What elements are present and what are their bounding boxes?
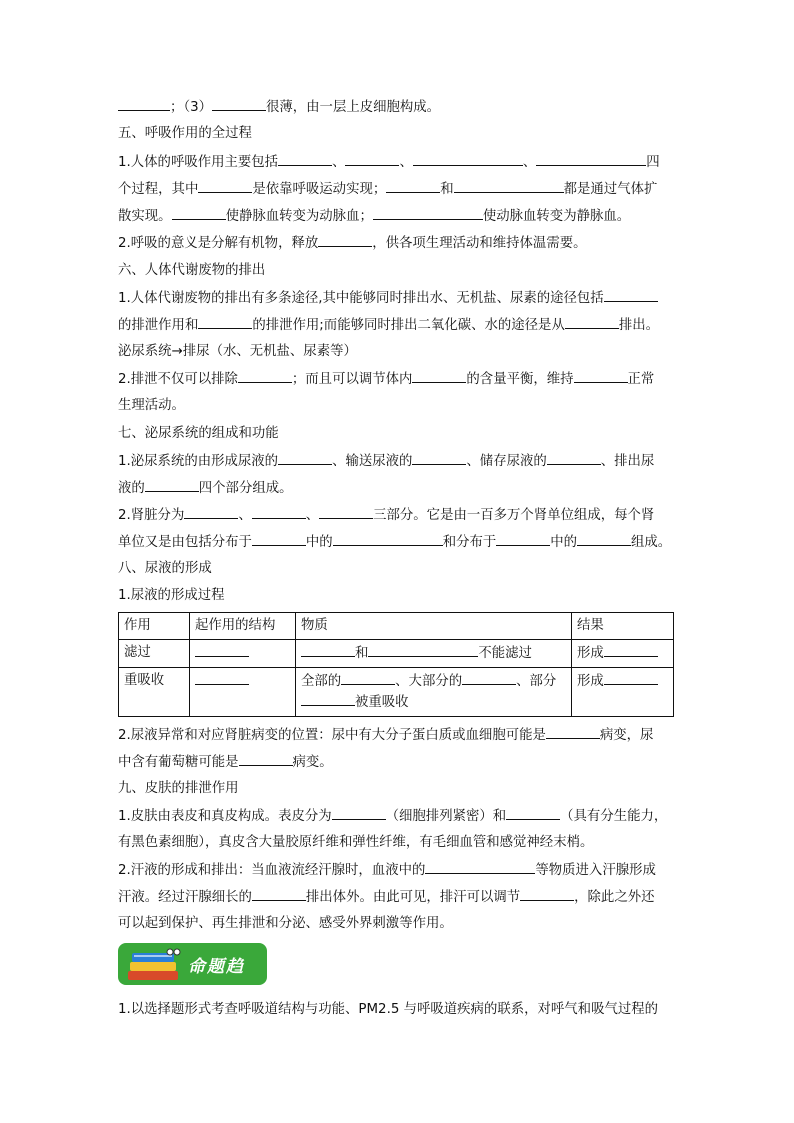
fill-blank[interactable] bbox=[212, 97, 266, 111]
text: 的排泄作用;而能够同时排出二氧化碳、水的途径是从 bbox=[252, 318, 565, 333]
text: 、排出尿 bbox=[600, 454, 655, 469]
text: 和 bbox=[355, 646, 369, 661]
text: 汗液。经过汗腺细长的 bbox=[118, 890, 252, 905]
fill-blank[interactable] bbox=[198, 179, 252, 193]
fill-blank[interactable] bbox=[118, 97, 170, 111]
text: 和 bbox=[440, 182, 454, 197]
text-line: 1.尿液的形成过程 bbox=[118, 588, 225, 603]
text-line: 有黑色素细胞），真皮含大量胶原纤维和弹性纤维，有毛细血管和感觉神经末梢。 bbox=[118, 835, 594, 850]
fill-blank[interactable] bbox=[368, 643, 478, 657]
table-header-cell: 结果 bbox=[572, 613, 674, 640]
table-cell bbox=[190, 640, 296, 668]
text-line bbox=[118, 887, 655, 908]
text: 三部分。它是由一百多万个肾单位组成，每个肾 bbox=[373, 508, 655, 523]
text: 被重吸收 bbox=[355, 695, 409, 710]
text: 使静脉血转变为动脉血； bbox=[225, 209, 373, 224]
text: 、 bbox=[305, 508, 320, 523]
fill-blank[interactable] bbox=[565, 315, 619, 329]
text: ；而且可以调节体内 bbox=[291, 372, 413, 387]
text-line: 1.以选择题形式考查呼吸道结构与功能、PM2.5 与呼吸道疾病的联系，对呼气和吸气过程的 bbox=[118, 1002, 659, 1017]
text: 排出体外。由此可见，排汗可以调节 bbox=[305, 890, 521, 905]
fill-blank[interactable] bbox=[252, 505, 306, 519]
fill-blank[interactable] bbox=[252, 887, 306, 901]
text: 1.人体代谢废物的排出有多条途径,其中能够同时排出水、无机盐、尿素的途径包括 bbox=[118, 291, 604, 306]
fill-blank[interactable] bbox=[198, 315, 252, 329]
fill-blank[interactable] bbox=[547, 451, 601, 465]
text: 、大部分的 bbox=[395, 674, 463, 689]
fill-blank[interactable] bbox=[195, 643, 249, 657]
text: 散实现。 bbox=[118, 209, 172, 224]
text-line bbox=[118, 152, 660, 173]
fill-blank[interactable] bbox=[577, 532, 631, 546]
text: 的排泄作用和 bbox=[118, 318, 199, 333]
table-cell bbox=[572, 668, 674, 717]
text-line bbox=[118, 505, 654, 526]
section-heading: 六、人体代谢废物的排出 bbox=[118, 263, 266, 278]
text: 全部的 bbox=[301, 674, 342, 689]
text: 使动脉血转变为静脉血。 bbox=[482, 209, 631, 224]
fill-blank[interactable] bbox=[506, 806, 560, 820]
fill-blank[interactable] bbox=[333, 532, 443, 546]
fill-blank[interactable] bbox=[425, 860, 535, 874]
text: 四 bbox=[646, 155, 660, 170]
table-cell bbox=[296, 668, 572, 717]
text-line bbox=[118, 369, 654, 390]
section-heading: 五、呼吸作用的全过程 bbox=[118, 126, 252, 141]
text: 病变。 bbox=[292, 755, 333, 770]
text-line: 泌尿系统→排尿（水、无机盐、尿素等） bbox=[118, 344, 357, 359]
text-line bbox=[118, 451, 654, 472]
table-row bbox=[119, 640, 674, 668]
text-line bbox=[118, 179, 657, 200]
section-heading: 八、尿液的形成 bbox=[118, 561, 212, 576]
fill-blank[interactable] bbox=[520, 887, 574, 901]
text-line bbox=[118, 860, 656, 881]
text-line bbox=[118, 806, 667, 827]
text-line bbox=[118, 97, 440, 118]
table-cell: 重吸收 bbox=[119, 668, 190, 717]
section-heading: 七、泌尿系统的组成和功能 bbox=[118, 426, 279, 441]
fill-blank[interactable] bbox=[496, 532, 550, 546]
text: （细胞排列紧密）和 bbox=[385, 809, 507, 824]
fill-blank[interactable] bbox=[604, 288, 658, 302]
text-line bbox=[118, 478, 293, 499]
text: 、储存尿液的 bbox=[466, 454, 547, 469]
fill-blank[interactable] bbox=[373, 206, 483, 220]
fill-blank[interactable] bbox=[341, 671, 395, 685]
text: 、部分 bbox=[516, 674, 557, 689]
fill-blank[interactable] bbox=[412, 369, 466, 383]
table-header-cell: 起作用的结构 bbox=[190, 613, 296, 640]
fill-blank[interactable] bbox=[412, 451, 466, 465]
fill-blank[interactable] bbox=[319, 505, 373, 519]
fill-blank[interactable] bbox=[252, 532, 306, 546]
text: 是依靠呼吸运动实现； bbox=[252, 182, 387, 197]
text-line bbox=[118, 288, 658, 309]
text: 等物质进入汗腺形成 bbox=[535, 863, 656, 878]
text-line bbox=[118, 206, 630, 227]
text: 2.尿液异常和对应肾脏病变的位置：尿中有大分子蛋白质或血细胞可能是 bbox=[118, 728, 546, 743]
text: 中的 bbox=[305, 535, 333, 550]
table-header-cell: 物质 bbox=[296, 613, 572, 640]
text: 都是通过气体扩 bbox=[563, 182, 658, 197]
fill-blank[interactable] bbox=[172, 206, 226, 220]
fill-blank[interactable] bbox=[301, 643, 355, 657]
fill-blank[interactable] bbox=[278, 451, 332, 465]
text-line bbox=[118, 233, 587, 254]
table-header-cell: 作用 bbox=[119, 613, 190, 640]
table-cell bbox=[296, 640, 572, 668]
text: 单位又是由包括分布于 bbox=[118, 535, 252, 550]
section-heading: 九、皮肤的排泄作用 bbox=[118, 781, 239, 796]
text: 形成 bbox=[577, 674, 604, 689]
text: ，除此之外还 bbox=[574, 890, 655, 905]
fill-blank[interactable] bbox=[462, 671, 516, 685]
text: 2.汗液的形成和排出：当血液流经汗腺时，血液中的 bbox=[118, 863, 426, 878]
proposition-trend-badge bbox=[118, 943, 267, 985]
fill-blank[interactable] bbox=[318, 233, 372, 247]
text: 1.人体的呼吸作用主要包括 bbox=[118, 155, 279, 170]
fill-blank[interactable] bbox=[195, 671, 249, 685]
text-line bbox=[118, 315, 659, 336]
fill-blank[interactable] bbox=[278, 152, 332, 166]
text: 形成 bbox=[577, 646, 604, 661]
fill-blank[interactable] bbox=[345, 152, 399, 166]
text: 不能滤过 bbox=[478, 646, 532, 661]
fill-blank[interactable] bbox=[184, 505, 238, 519]
table-header-row bbox=[119, 613, 674, 640]
urine-formation-table bbox=[118, 612, 674, 717]
text: ，供各项生理活动和维持体温需要。 bbox=[372, 236, 587, 251]
text-line bbox=[118, 532, 671, 553]
text: 个过程，其中 bbox=[118, 182, 199, 197]
text: 很薄，由一层上皮细胞构成。 bbox=[266, 100, 441, 115]
text: 液的 bbox=[118, 481, 145, 496]
table-cell bbox=[190, 668, 296, 717]
table-cell: 滤过 bbox=[119, 640, 190, 668]
text-line: 可以起到保护、再生排泄和分泌、感受外界刺激等作用。 bbox=[118, 916, 453, 931]
text: 中的 bbox=[550, 535, 578, 550]
text: 组成。 bbox=[631, 535, 672, 550]
text: 、 bbox=[332, 155, 346, 170]
fill-blank[interactable] bbox=[574, 369, 628, 383]
text-line bbox=[118, 725, 653, 746]
fill-blank[interactable] bbox=[604, 643, 658, 657]
text: 、 bbox=[399, 155, 413, 170]
fill-blank[interactable] bbox=[546, 725, 600, 739]
books-icon bbox=[126, 947, 184, 983]
text-line: 生理活动。 bbox=[118, 398, 185, 413]
text: 1.皮肤由表皮和真皮构成。表皮分为 bbox=[118, 809, 332, 824]
fill-blank[interactable] bbox=[301, 692, 355, 706]
text: 2.排泄不仅可以排除 bbox=[118, 372, 238, 387]
fill-blank[interactable] bbox=[413, 152, 523, 166]
text: （具有分生能力， bbox=[560, 809, 668, 824]
table-row bbox=[119, 668, 674, 717]
text: 排出。 bbox=[618, 318, 660, 333]
text: 1.泌尿系统的由形成尿液的 bbox=[118, 454, 279, 469]
text: 和分布于 bbox=[442, 535, 497, 550]
text: 的含量平衡，维持 bbox=[466, 372, 574, 387]
text: 、输送尿液的 bbox=[332, 454, 413, 469]
text: 中含有葡萄糖可能是 bbox=[118, 755, 239, 770]
fill-blank[interactable] bbox=[604, 671, 658, 685]
badge-label: 命题趋 bbox=[188, 957, 245, 977]
text: 2.肾脏分为 bbox=[118, 508, 185, 523]
fill-blank[interactable] bbox=[332, 806, 386, 820]
text: 、 bbox=[522, 155, 537, 170]
text: 正常 bbox=[627, 372, 655, 387]
text: 、 bbox=[238, 508, 252, 523]
fill-blank[interactable] bbox=[238, 369, 292, 383]
fill-blank[interactable] bbox=[239, 752, 293, 766]
fill-blank[interactable] bbox=[145, 478, 199, 492]
fill-blank[interactable] bbox=[454, 179, 564, 193]
text-line bbox=[118, 752, 333, 773]
text: ；（3） bbox=[170, 100, 212, 115]
fill-blank[interactable] bbox=[536, 152, 646, 166]
fill-blank[interactable] bbox=[386, 179, 440, 193]
table-cell bbox=[572, 640, 674, 668]
text: 四个部分组成。 bbox=[198, 481, 293, 496]
text: 2.呼吸的意义是分解有机物，释放 bbox=[118, 236, 319, 251]
text: 病变，尿 bbox=[599, 728, 654, 743]
